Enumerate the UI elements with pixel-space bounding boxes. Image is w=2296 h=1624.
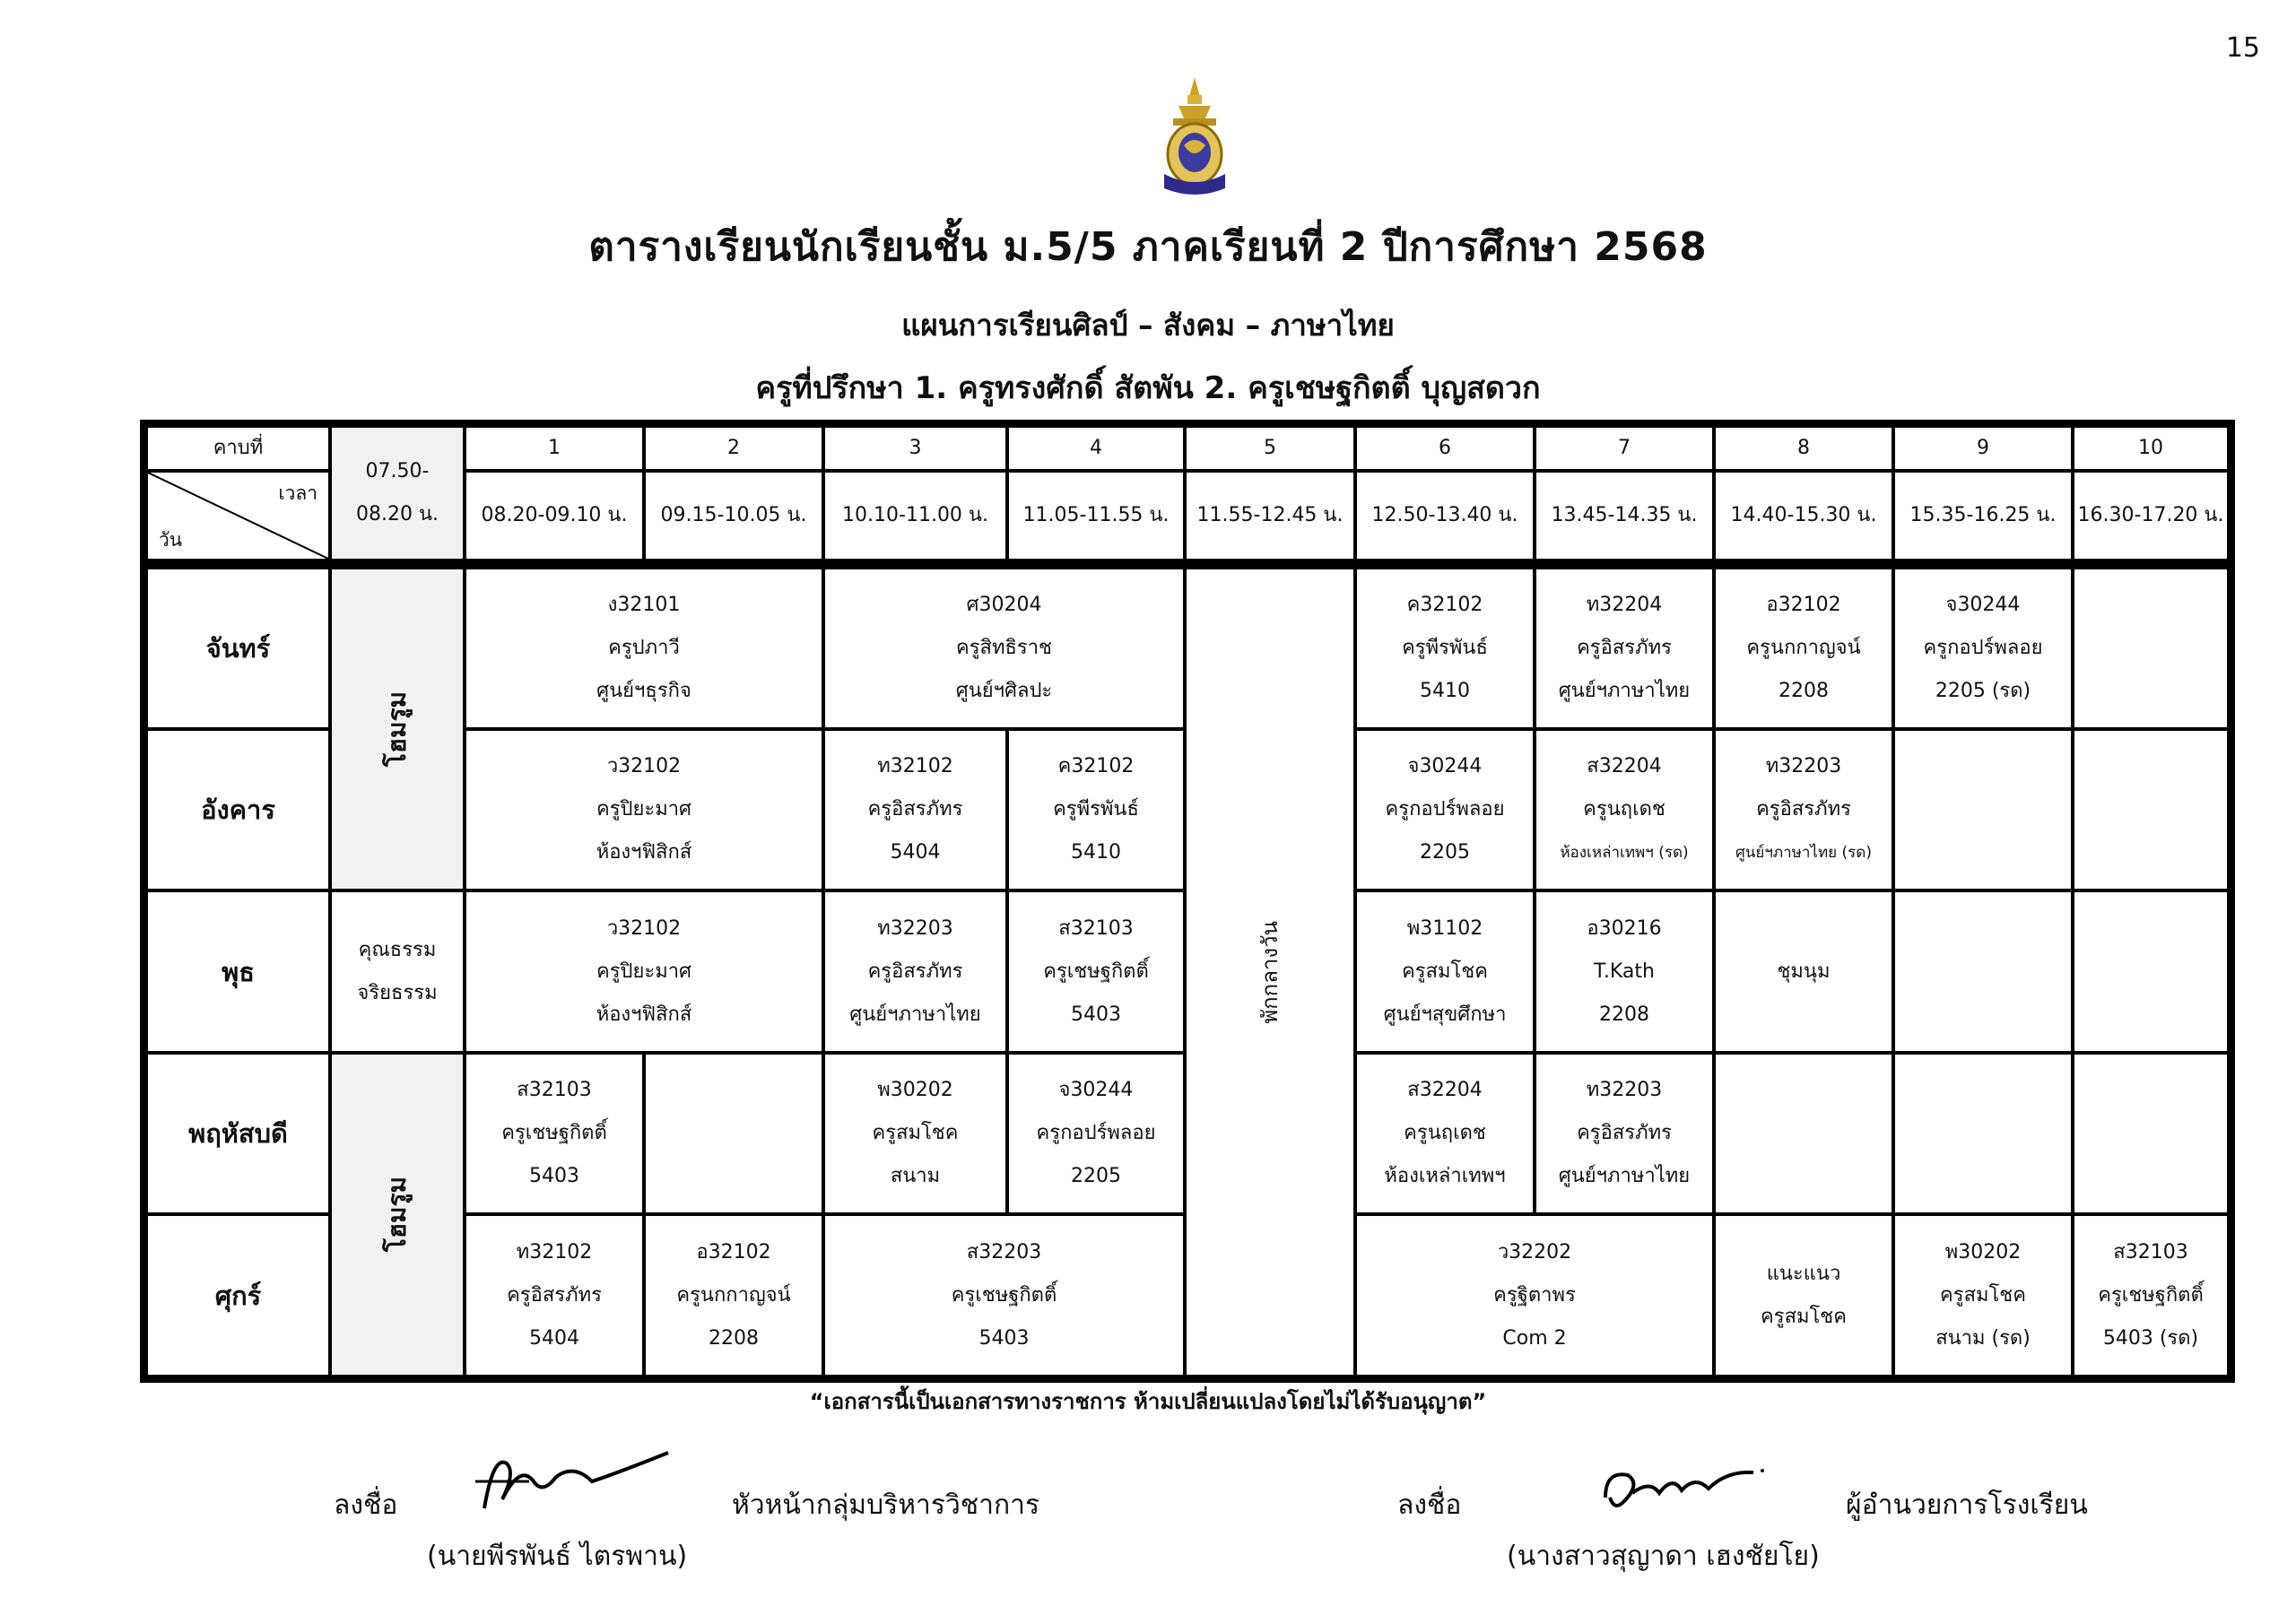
empty-cell: [2073, 568, 2229, 729]
subject-code: พ30202: [1944, 1240, 2022, 1264]
period-number: 6: [1439, 437, 1451, 459]
period-label-cell: [146, 426, 330, 471]
activity: ชุมนุม: [1777, 960, 1831, 983]
club-cell: [1714, 890, 1893, 1053]
class-cell: [823, 729, 1007, 890]
teacher: ครูอิสรภัทร: [1756, 798, 1851, 821]
room: ห้องฯฟิสิกส์: [596, 841, 692, 864]
class-cell: [465, 1053, 644, 1214]
period-time: 16.30-17.20 น.: [2077, 504, 2224, 526]
homeroom-label: โฮมรูม: [382, 690, 412, 768]
period-time: 11.55-12.45 น.: [1196, 504, 1344, 526]
teacher: ครูพีรพันธ์: [1402, 637, 1488, 659]
homeroom-time-start: 07.50-: [365, 460, 430, 482]
period-number: 9: [1977, 437, 1989, 459]
period-time: 15.35-16.25 น.: [1909, 504, 2057, 526]
class-cell: [2073, 1214, 2229, 1376]
page-title: ตารางเรียนนักเรียนชั้น ม.5/5 ภาคเรียนที่ 2 ปีการศึกษา 2568: [588, 224, 1708, 270]
page-number: 15: [2225, 32, 2260, 64]
empty-cell: [2073, 1053, 2229, 1214]
class-cell: [465, 890, 823, 1053]
class-cell: [1893, 568, 2073, 729]
school-emblem-icon: [1152, 75, 1238, 201]
time-10-header: [2073, 471, 2229, 560]
subject-code: ท32102: [877, 755, 953, 777]
teacher: ครูเชษฐกิตติ์: [2098, 1283, 2204, 1307]
room: 5404: [529, 1326, 579, 1350]
day-wednesday: [146, 890, 330, 1053]
subject-code: จ30244: [1945, 594, 2021, 616]
teacher: ครูนฤเดช: [1404, 1122, 1486, 1144]
class-cell: [1714, 568, 1893, 729]
teacher: ครูนกกาญจน์: [676, 1283, 791, 1307]
room: ศูนย์ฯภาษาไทย: [1558, 680, 1691, 702]
subject-code: ศ30204: [966, 594, 1042, 616]
room: 2205 (รด): [1935, 680, 2031, 702]
lunch-label: พักกลางวัน: [1257, 920, 1283, 1024]
subject-code: ค32102: [1406, 594, 1483, 616]
time-label: เวลา: [278, 482, 317, 504]
teacher: ครูกอปร์พลอย: [1923, 637, 2043, 659]
period-7-header: [1535, 426, 1714, 471]
time-4-header: [1007, 471, 1185, 560]
homeroom-label: โฮมรูม: [382, 1177, 412, 1253]
empty-cell: [1893, 1053, 2073, 1214]
subject-code: ท32102: [516, 1240, 593, 1264]
time-5-header: [1185, 471, 1355, 560]
subject-code: พ31102: [1406, 916, 1483, 940]
subject-code: ค32102: [1057, 755, 1135, 777]
homeroom-time-end: 08.20 น.: [355, 503, 439, 525]
period-time: 12.50-13.40 น.: [1371, 504, 1518, 526]
teacher: ครูพีรพันธ์: [1053, 798, 1139, 821]
homeroom-time-cell: [330, 426, 465, 560]
homeroom-mon-tue: [330, 568, 465, 890]
subject-code: จ30244: [1407, 755, 1483, 777]
day-thursday: [146, 1053, 330, 1214]
time-7-header: [1535, 471, 1714, 560]
class-cell: [823, 890, 1007, 1053]
teacher: ครูนกกาญจน์: [1746, 637, 1861, 659]
day-name: จันทร์: [205, 633, 271, 664]
period-time: 14.40-15.30 น.: [1730, 504, 1877, 526]
teacher: ครูกอปร์พลอย: [1036, 1122, 1156, 1144]
class-cell: [1007, 1053, 1185, 1214]
period-1-header: [465, 426, 644, 471]
left-signature: [466, 1446, 673, 1526]
period-number: 2: [727, 437, 740, 459]
homeroom-line: คุณธรรม: [358, 938, 437, 961]
class-cell: [1355, 568, 1535, 729]
period-number: 7: [1618, 437, 1631, 459]
room: สนาม (รด): [1935, 1326, 2031, 1350]
class-cell: [1535, 890, 1714, 1053]
homeroom-line: จริยธรรม: [357, 981, 438, 1004]
period-9-header: [1893, 426, 2073, 471]
class-cell: [1355, 1053, 1535, 1214]
class-cell: [823, 1214, 1185, 1376]
teacher: ครูอิสรภัทร: [1577, 1122, 1672, 1144]
class-cell: [1714, 729, 1893, 890]
room: 5404: [890, 841, 941, 864]
subject-code: ส32203: [966, 1240, 1042, 1264]
teacher: ครูสมโชค: [1402, 960, 1488, 983]
period-10-header: [2073, 426, 2229, 471]
room: 5403: [978, 1326, 1030, 1350]
empty-cell: [1714, 1053, 1893, 1214]
subject-code: ส32103: [1058, 916, 1134, 940]
empty-cell: [644, 1053, 823, 1214]
room: ศูนย์ฯภาษาไทย (รด): [1735, 844, 1872, 862]
class-cell: [1007, 729, 1185, 890]
subject-code: ท32203: [877, 916, 953, 940]
teacher: ครูปิยะมาศ: [596, 798, 692, 821]
room: ศูนย์ฯภาษาไทย: [849, 1003, 981, 1026]
day-name: ศุกร์: [214, 1280, 262, 1311]
subject-code: ว32202: [1497, 1240, 1572, 1264]
official-document-note: “เอกสารนี้เป็นเอกสารทางราชการ ห้ามเปลี่ยนแปลงโดยไม่ได้รับอนุญาต”: [809, 1389, 1487, 1414]
room: 5403: [1071, 1003, 1121, 1026]
class-cell: [644, 1214, 823, 1376]
teacher: ครูอิสรภัทร: [507, 1283, 602, 1307]
period-time: 09.15-10.05 น.: [660, 504, 807, 526]
period-2-header: [644, 426, 823, 471]
period-time: 13.45-14.35 น.: [1551, 504, 1698, 526]
day-friday: [146, 1214, 330, 1376]
period-number: 5: [1264, 437, 1276, 459]
room: 2205: [1071, 1165, 1121, 1187]
day-name: พฤหัสบดี: [188, 1118, 288, 1149]
header-separator: [146, 560, 2229, 568]
teacher: ครูฐิตาพร: [1493, 1283, 1576, 1307]
subject-code: พ30202: [877, 1079, 953, 1101]
timetable: [140, 420, 2235, 1383]
teacher: ครูสิทธิราช: [956, 637, 1052, 659]
class-cell: [465, 568, 823, 729]
right-signature: [1587, 1453, 1767, 1524]
teacher: ครูเชษฐกิตติ์: [501, 1122, 607, 1144]
period-number: 10: [2138, 437, 2163, 459]
period-3-header: [823, 426, 1007, 471]
right-position: ผู้อำนวยการโรงเรียน: [1846, 1489, 2088, 1521]
teacher: T.Kath: [1594, 960, 1655, 983]
time-1-header: [465, 471, 644, 560]
time-day-corner: [146, 471, 330, 560]
time-6-header: [1355, 471, 1535, 560]
room: ศูนย์ฯสุขศึกษา: [1383, 1003, 1507, 1026]
room: 2205: [1420, 841, 1470, 864]
room: 2208: [1599, 1003, 1649, 1026]
day-tuesday: [146, 729, 330, 890]
room: ศูนย์ฯศิลปะ: [955, 680, 1053, 702]
subject-code: อ30216: [1587, 916, 1662, 940]
left-name: (นายพีรพันธ์ ไตรพาน): [427, 1541, 688, 1572]
left-sign-label: ลงชื่อ: [334, 1489, 398, 1521]
teacher: ครูปิยะมาศ: [596, 960, 692, 983]
teacher: ครูอิสรภัทร: [867, 960, 963, 983]
class-cell: [823, 568, 1185, 729]
subject-code: ท32203: [1586, 1079, 1663, 1101]
period-6-header: [1355, 426, 1535, 471]
room: Com 2: [1502, 1326, 1567, 1350]
period-time: 11.05-11.55 น.: [1022, 504, 1170, 526]
room: ศูนย์ฯธุรกิจ: [596, 680, 691, 702]
teacher: ครูเชษฐกิตติ์: [951, 1283, 1057, 1307]
class-cell: [823, 1053, 1007, 1214]
period-number: 8: [1797, 437, 1810, 459]
left-position: หัวหน้ากลุ่มบริหารวิชาการ: [732, 1489, 1040, 1521]
room: 5410: [1420, 680, 1470, 702]
room: ศูนย์ฯภาษาไทย: [1558, 1165, 1691, 1187]
teacher: ครูกอปร์พลอย: [1385, 798, 1505, 821]
time-2-header: [644, 471, 823, 560]
right-sign-label: ลงชื่อ: [1397, 1489, 1462, 1521]
subject-code: ว32102: [606, 916, 682, 940]
subject-code: ท32203: [1765, 755, 1842, 777]
room: ห้องฯฟิสิกส์: [596, 1003, 692, 1026]
empty-cell: [2073, 729, 2229, 890]
empty-cell: [1893, 729, 2073, 890]
subject-code: ง32101: [607, 594, 681, 616]
period-5-header: [1185, 426, 1355, 471]
subject-code: ท32204: [1586, 594, 1663, 616]
time-9-header: [1893, 471, 2073, 560]
teacher: ครูนฤเดช: [1583, 798, 1665, 821]
day-name: อังคาร: [201, 795, 275, 825]
lunch-break: [1185, 568, 1355, 1376]
period-4-header: [1007, 426, 1185, 471]
subject-code: ว32102: [606, 755, 682, 777]
class-cell: [1355, 729, 1535, 890]
room: 2208: [1779, 680, 1829, 702]
period-time: 10.10-11.00 น.: [842, 504, 988, 526]
class-cell: [1893, 1214, 2073, 1376]
class-cell: [1535, 729, 1714, 890]
room: 2208: [709, 1326, 759, 1350]
class-cell: [1007, 890, 1185, 1053]
wednesday-homeroom: [330, 890, 465, 1053]
class-cell: [465, 1214, 644, 1376]
teacher: ครูอิสรภัทร: [1577, 637, 1672, 659]
period-label: คาบที่: [213, 437, 264, 459]
room: 5403 (รด): [2102, 1326, 2199, 1350]
period-number: 3: [909, 437, 922, 459]
guidance-cell: [1714, 1214, 1893, 1376]
period-number: 4: [1090, 437, 1102, 459]
teacher: ครูปภาวี: [608, 637, 680, 659]
time-3-header: [823, 471, 1007, 560]
teacher: ครูเชษฐกิตติ์: [1043, 960, 1149, 983]
day-label: วัน: [159, 529, 183, 551]
class-cell: [1535, 1053, 1714, 1214]
room: ห้องเหล่าเทพฯ: [1384, 1165, 1506, 1187]
class-cell: [465, 729, 823, 890]
class-cell: [1355, 890, 1535, 1053]
study-plan: แผนการเรียนศิลป์ – สังคม – ภาษาไทย: [901, 308, 1395, 343]
day-name: พุธ: [222, 956, 255, 987]
teacher: ครูสมโชค: [1761, 1305, 1847, 1328]
subject-code: อ32102: [696, 1240, 771, 1264]
room: 5403: [529, 1165, 579, 1187]
empty-cell: [2073, 890, 2229, 1053]
advisors: ครูที่ปรึกษา 1. ครูทรงศักดิ์ สัตพัน 2. ครูเชษฐกิตติ์ บุญสดวก: [755, 370, 1541, 406]
teacher: ครูสมโชค: [872, 1122, 959, 1144]
period-time: 08.20-09.10 น.: [481, 504, 628, 526]
right-name: (นางสาวสุญาดา เฮงชัยโย): [1507, 1541, 1820, 1572]
subject-code: ส32204: [1587, 755, 1662, 777]
room: ห้องเหล่าเทพฯ (รด): [1560, 844, 1689, 862]
teacher: ครูอิสรภัทร: [867, 798, 963, 821]
empty-cell: [1893, 890, 2073, 1053]
room: สนาม: [890, 1165, 941, 1187]
subject-code: ส32103: [517, 1079, 592, 1101]
subject-code: ส32103: [2113, 1240, 2188, 1264]
class-cell: [1355, 1214, 1714, 1376]
teacher: ครูสมโชค: [1940, 1283, 2026, 1307]
subject-code: จ30244: [1058, 1079, 1134, 1101]
class-cell: [1535, 568, 1714, 729]
room: 5410: [1071, 841, 1121, 864]
day-monday: [146, 568, 330, 729]
subject-code: อ32102: [1766, 594, 1841, 616]
period-number: 1: [548, 437, 561, 459]
homeroom-thu-fri: [330, 1053, 465, 1376]
subject-code: ส32204: [1407, 1079, 1483, 1101]
subject-name: แนะแนว: [1766, 1262, 1841, 1285]
time-8-header: [1714, 471, 1893, 560]
period-8-header: [1714, 426, 1893, 471]
